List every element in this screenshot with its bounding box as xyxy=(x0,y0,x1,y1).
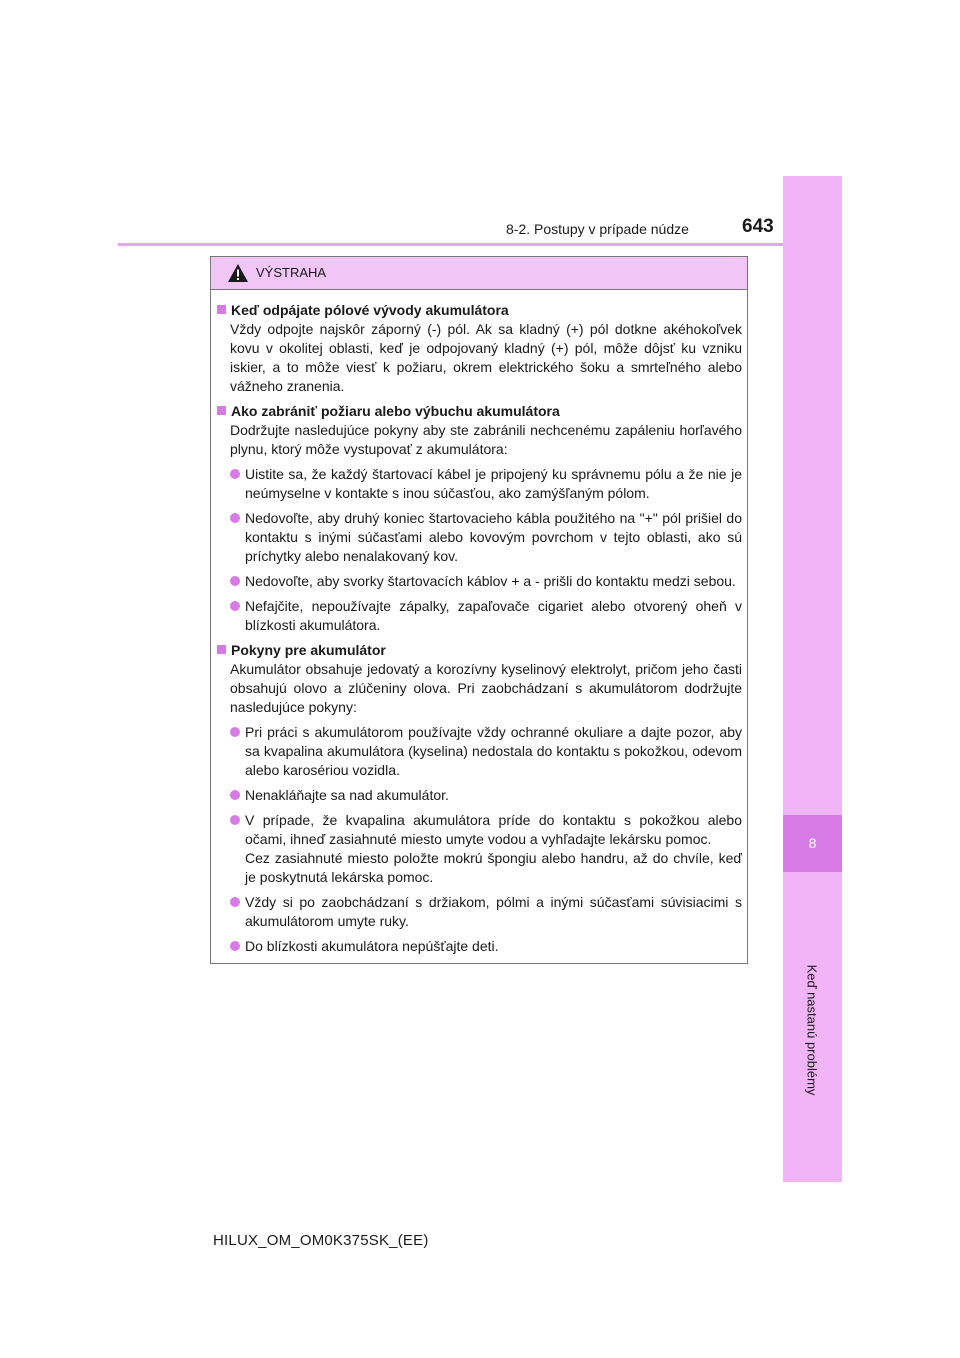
bullet-item xyxy=(230,509,742,566)
warning-box xyxy=(210,256,748,964)
round-bullet-icon xyxy=(230,513,240,523)
section-heading xyxy=(217,641,742,660)
round-bullet-icon xyxy=(230,790,240,800)
warning-header xyxy=(211,257,747,290)
bullet-text: Nefajčite, nepoužívajte zápalky, zapaľovače cigariet alebo otvorený oheň v blízkosti akumulátora. xyxy=(245,598,742,633)
warning-title: VÝSTRAHA xyxy=(256,265,327,280)
bullet-item xyxy=(230,893,742,931)
header-section-title: 8-2. Postupy v prípade núdze xyxy=(506,221,689,237)
section-text: Vždy odpojte najskôr záporný (-) pól. Ak sa kladný (+) pól dotkne akéhokoľvek kovu v okolitej oblasti, keď je odpojovaný kladný (+) pól, môže dôjsť ku vzniku iskier, a to môže viesť k požiaru, okrem elektrického šoku a smrteľného alebo vážneho zranenia. xyxy=(230,321,742,394)
round-bullet-icon xyxy=(230,815,240,825)
warning-section xyxy=(217,641,742,956)
bullet-text: Nedovoľte, aby svorky štartovacích káblov + a - prišli do kontaktu medzi sebou. xyxy=(245,573,736,589)
round-bullet-icon xyxy=(230,941,240,951)
section-heading-text: Pokyny pre akumulátor xyxy=(231,642,386,658)
chapter-number: 8 xyxy=(783,815,842,872)
bullet-item xyxy=(230,465,742,503)
section-text: Akumulátor obsahuje jedovatý a korozívny kyselinový elektrolyt, pričom jeho časti obsahujú olovo a zlúčeniny olova. Pri zaobchádzaní s akumulátorom dodržujte nasledujúce pokyny: xyxy=(230,661,742,715)
bullet-text: Nedovoľte, aby druhý koniec štartovacieho kábla použitého na "+" pól prišiel do kontaktu s inými súčasťami alebo kovovým povrchom v tejto oblasti, ako sú príchytky alebo nenalakovaný kov. xyxy=(245,510,742,564)
round-bullet-icon xyxy=(230,727,240,737)
bullet-item xyxy=(230,937,742,956)
bullet-item xyxy=(230,723,742,780)
square-bullet-icon xyxy=(217,305,226,314)
bullet-text: Uistite sa, že každý štartovací kábel je pripojený ku správnemu pólu a že nie je neúmyselne v kontakte s inou súčasťou, ako zamýšľaným pólom. xyxy=(245,466,742,501)
square-bullet-icon xyxy=(217,406,226,415)
section-heading xyxy=(217,301,742,320)
bullet-item xyxy=(230,786,742,805)
bullet-text: Do blízkosti akumulátora nepúšťajte deti. xyxy=(245,938,499,954)
warning-section xyxy=(217,301,742,396)
round-bullet-icon xyxy=(230,897,240,907)
bullet-text: Vždy si po zaobchádzaní s držiakom, pólmi a inými súčasťami súvisiacimi s akumulátorom umyte ruky. xyxy=(245,894,742,929)
header-rule xyxy=(118,243,842,246)
section-heading-text: Ako zabrániť požiaru alebo výbuchu akumulátora xyxy=(231,403,560,419)
bullet-text: Pri práci s akumulátorom používajte vždy ochranné okuliare a dajte pozor, aby sa kvapalina akumulátora (kyselina) nedostala do kontaktu s pokožkou, odevom alebo karosériou vozidla. xyxy=(245,724,742,778)
section-heading xyxy=(217,402,742,421)
bullet-text: V prípade, že kvapalina akumulátora príde do kontaktu s pokožkou alebo očami, ihneď zasiahnuté miesto umyte vodou a vyhľadajte lekársku pomoc. Cez zasiahnuté miesto položte mokrú špongiu alebo handru, až do chvíle, keď je poskytnutá lekárska pomoc. xyxy=(245,812,742,885)
bullet-item xyxy=(230,572,742,591)
bullet-text: Nenakláňajte sa nad akumulátor. xyxy=(245,787,449,803)
round-bullet-icon xyxy=(230,469,240,479)
bullet-item xyxy=(230,811,742,887)
chapter-title: Keď nastanú problémy xyxy=(804,964,820,1096)
warning-section xyxy=(217,402,742,635)
square-bullet-icon xyxy=(217,645,226,654)
round-bullet-icon xyxy=(230,601,240,611)
warning-triangle-icon xyxy=(227,263,249,283)
round-bullet-icon xyxy=(230,576,240,586)
section-heading-text: Keď odpájate pólové vývody akumulátora xyxy=(231,302,509,318)
warning-content xyxy=(211,290,747,956)
footer-code: HILUX_OM_OM0K375SK_(EE) xyxy=(213,1232,429,1249)
bullet-item xyxy=(230,597,742,635)
section-text: Dodržujte nasledujúce pokyny aby ste zabránili nechcenému zapáleniu horľavého plynu, ktorý môže vystupovať z akumulátora: xyxy=(230,422,742,457)
page-number: 643 xyxy=(742,216,774,237)
